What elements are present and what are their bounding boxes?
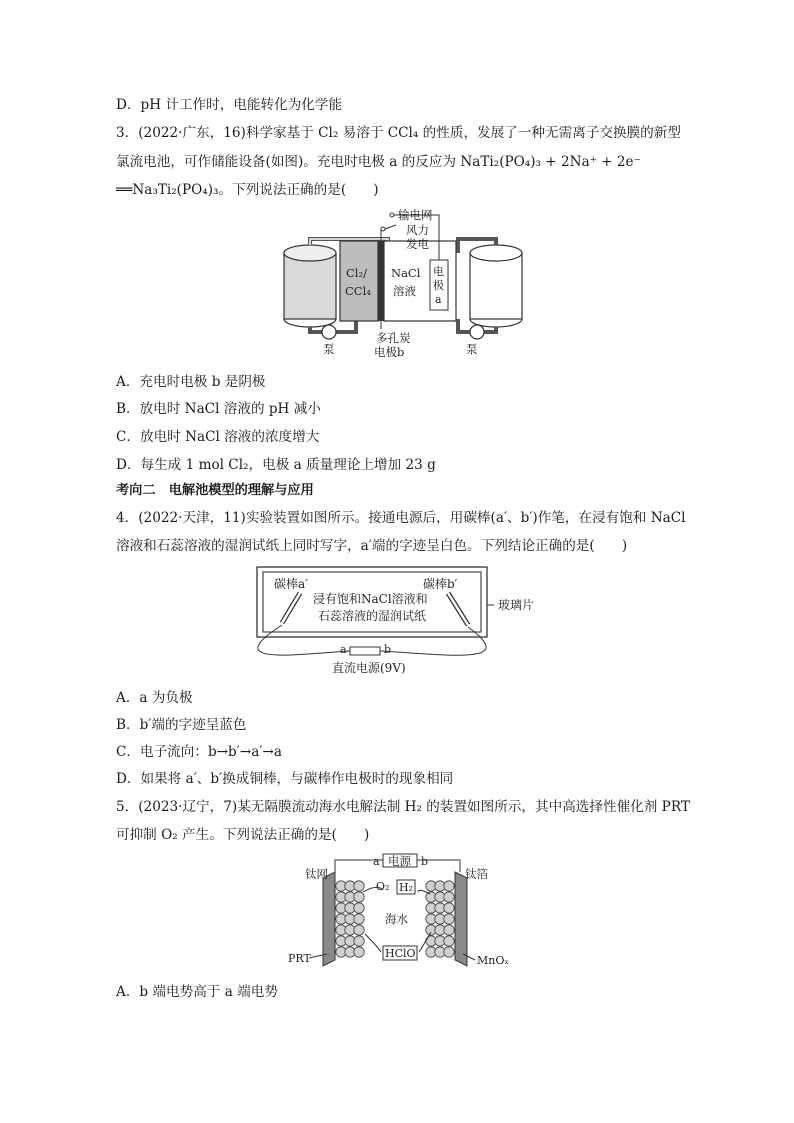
prt-label: PRT (288, 952, 311, 965)
electrolysis-paper-figure (250, 565, 590, 680)
terminal-b-label-q5: b (421, 855, 429, 868)
power-source-label: 电源 (388, 854, 411, 868)
o2-label: O₂ (376, 880, 390, 893)
q4-option-a: A．a 为负极 (116, 690, 193, 706)
pump-left-label: 泵 (323, 342, 335, 356)
h2-label: H₂ (399, 881, 414, 894)
q5-stem-line2: 可抑制 O₂ 产生。下列说法正确的是( ) (116, 827, 370, 843)
q3-stem-line1: 3．(2022·广东，16)科学家基于 Cl₂ 易溶于 CCl₄ 的性质，发展了一种无需离子交换膜的新型 (116, 125, 681, 141)
q5-stem-line1: 5．(2023·辽宁，7)某无隔膜流动海水电解法制 H₂ 的装置如图所示，其中高选择性催化剂 PRT (116, 799, 690, 815)
paper-label-1: 浸有饱和NaCl溶液和 (313, 592, 428, 606)
q3-stem-line2: 氯流电池，可作储能设备(如图)。充电时电极 a 的反应为 NaTi₂(PO₄)₃ + 2Na⁺ + 2e⁻ (116, 154, 641, 170)
wind-label-1: 风力 (406, 223, 429, 237)
electrode-a-label-3: a (435, 293, 442, 306)
electrode-a-label-2: 极 (433, 279, 444, 292)
hclo-label: HClO (385, 947, 416, 960)
grid-label: 输电网 (398, 208, 433, 222)
catalyst-spheres-right (426, 881, 454, 957)
wind-label-2: 发电 (406, 237, 429, 251)
q3-option-b: B．放电时 NaCl 溶液的 pH 减小 (116, 401, 321, 417)
q4-option-b: B．b′端的字迹呈蓝色 (116, 717, 247, 733)
terminal-a-label-q5: a (373, 855, 380, 868)
section-heading: 考向二 电解池模型的理解与应用 (116, 483, 314, 498)
q5-option-a: A．b 端电势高于 a 端电势 (116, 984, 278, 1000)
pump-left-icon (322, 325, 336, 339)
rod-a-label: 碳棒a′ (274, 577, 308, 591)
dc-source-icon (350, 647, 380, 655)
ti-foil-label: 钛箔 (465, 867, 488, 881)
q4-stem-line2: 溶液和石蕊溶液的湿润试纸上同时写字，a′端的字迹呈白色。下列结论正确的是( ) (116, 538, 628, 554)
q2-option-d: D．pH 计工作时，电能转化为化学能 (116, 97, 343, 113)
q4-stem-line1: 4．(2022·天津，11)实验装置如图所示。接通电源后，用碳棒(a′、b′)作笔，在浸有饱和 NaCl (116, 510, 686, 526)
terminal-a-label: a (340, 643, 347, 656)
catalyst-spheres-left (336, 881, 364, 957)
q3-option-a: A．充电时电极 b 是阴极 (116, 374, 266, 390)
ccl4-label: CCl₄ (345, 284, 371, 298)
q4-option-d: D．如果将 a′、b′换成铜棒，与碳棒作电极时的现象相同 (116, 771, 454, 787)
carbon-electrode-label-1: 多孔炭 (376, 331, 411, 345)
q3-option-d: D．每生成 1 mol Cl₂，电极 a 质量理论上增加 23 g (116, 457, 436, 473)
pump-right-label: 泵 (466, 342, 478, 356)
mnox-label: MnOₓ (477, 954, 510, 967)
q3-stem-line3: ══Na₃Ti₂(PO₄)₃。下列说法正确的是( ) (116, 182, 379, 198)
terminal-b-label: b (384, 643, 392, 656)
seawater-electrolysis-figure (285, 850, 525, 975)
rod-b-label: 碳棒b′ (423, 577, 458, 591)
carbon-electrode-label-2: 电极b (374, 345, 405, 359)
paper-label-2: 石蕊溶液的湿润试纸 (318, 609, 427, 623)
q4-option-c: C．电子流向：b→b′→a′→a (116, 744, 282, 760)
pump-right-icon (470, 325, 484, 339)
electrode-a-label-1: 电 (433, 265, 444, 278)
nacl-label-1: NaCl (391, 266, 421, 280)
dc-source-label: 直流电源(9V) (332, 661, 406, 675)
seawater-label: 海水 (385, 912, 408, 926)
q3-option-c: C．放电时 NaCl 溶液的浓度增大 (116, 429, 320, 445)
glass-label: 玻璃片 (498, 598, 535, 612)
flow-battery-figure (270, 205, 540, 360)
nacl-label-2: 溶液 (393, 284, 416, 298)
ti-mesh-label: 钛网 (305, 867, 328, 881)
cl2-label: Cl₂/ (346, 266, 367, 280)
